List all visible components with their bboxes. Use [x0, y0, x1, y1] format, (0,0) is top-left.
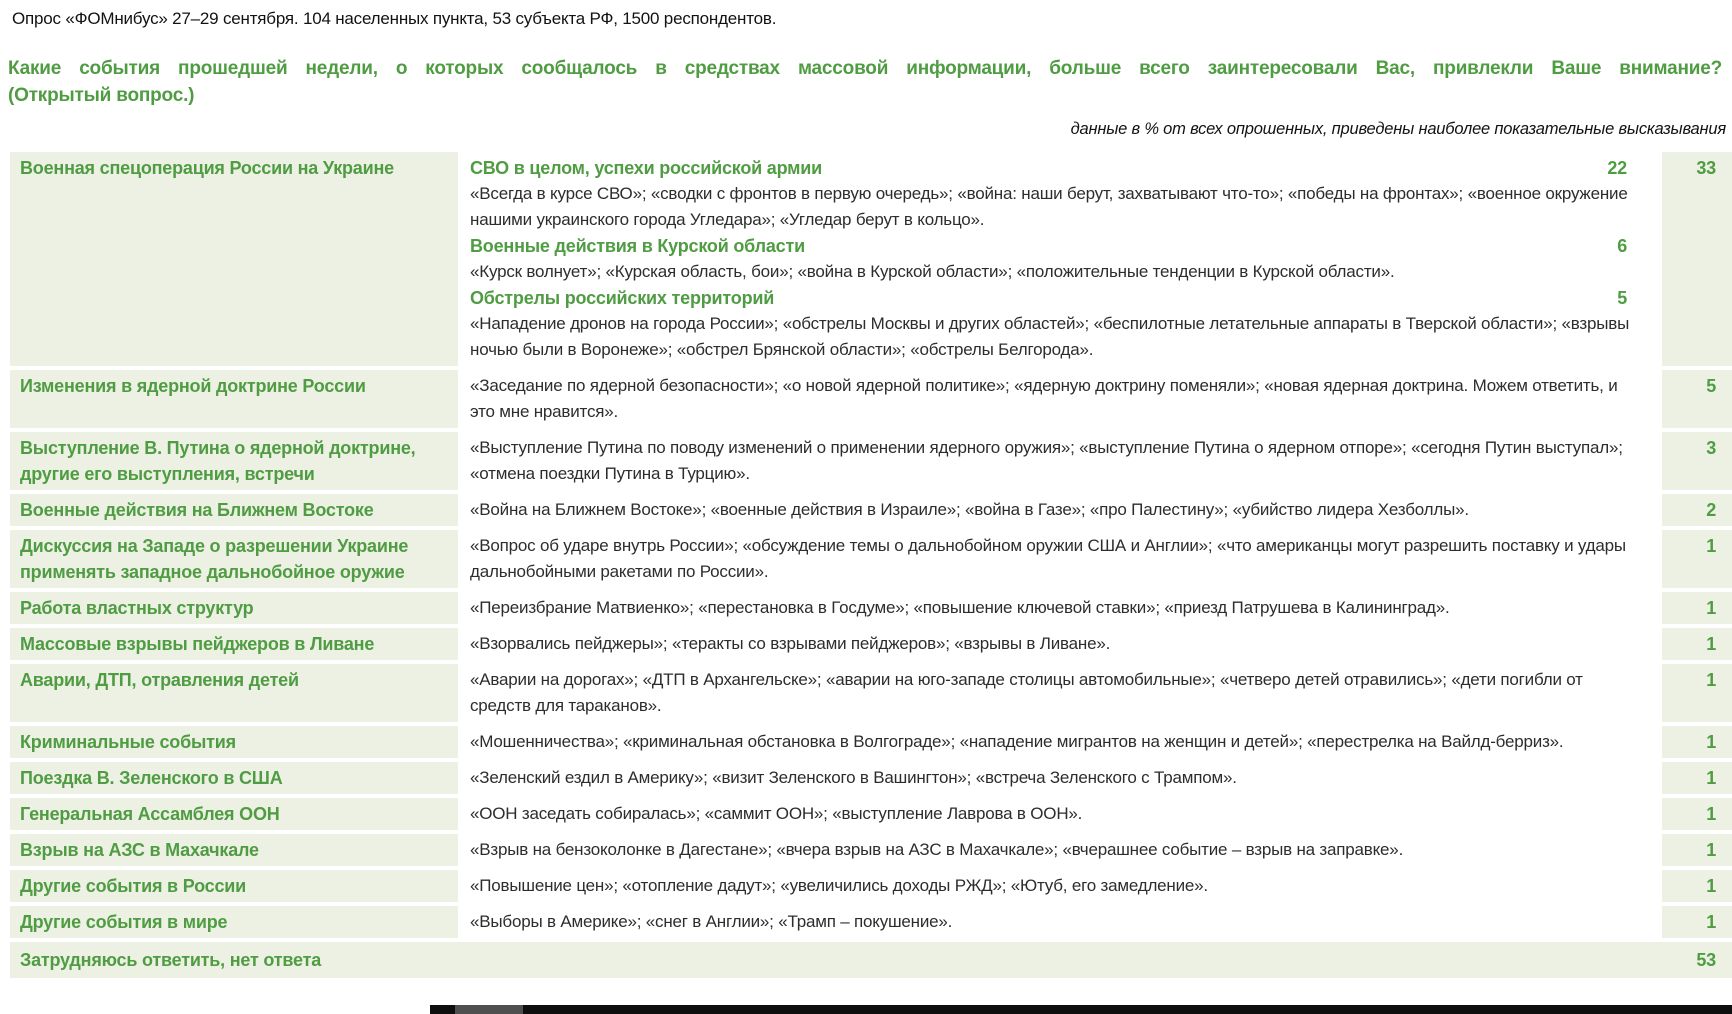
category-cell: Другие события в России [10, 870, 458, 902]
table-row [10, 530, 1732, 588]
category-cell: Другие события в мире [10, 906, 458, 938]
category-label: Затрудняюсь ответить, нет ответа [20, 950, 322, 970]
table-row [10, 432, 1732, 490]
total-cell: 1 [1662, 592, 1732, 624]
total-cell: 3 [1662, 432, 1732, 490]
subitem-quotes: «Курск волнует»; «Курская область, бои»; «война в Курской области»; «положительные тенденции в Курской области». [470, 262, 1395, 281]
survey-info-line: Опрос «ФОМнибус» 27–29 сентября. 104 населенных пункта, 53 субъекта РФ, 1500 респондентов. [12, 9, 777, 28]
table-row [10, 798, 1732, 830]
quotes-cell: «Вопрос об ударе внутрь России»; «обсуждение темы о дальнобойном оружии США и Англии»; «что американцы могут разрешить поставку и удары дальнобойными ракетами по России». [465, 530, 1655, 588]
subitem-value: 5 [1617, 288, 1627, 308]
subitem-title: СВО в целом, успехи российской армии [470, 158, 823, 178]
category-cell: Криминальные события [10, 726, 458, 758]
survey-question [8, 55, 1722, 109]
table-row [10, 942, 1732, 978]
quotes-cell: «Война на Ближнем Востоке»; «военные действия в Израиле»; «война в Газе»; «про Палестину»; «убийство лидера Хезболлы». [465, 494, 1655, 526]
total-cell: 1 [1662, 906, 1732, 938]
category-cell: Военная спецоперация России на Украине [10, 152, 458, 366]
total-cell: 1 [1662, 834, 1732, 866]
total-cell: 1 [1662, 530, 1732, 588]
category-cell: Взрыв на АЗС в Махачкале [10, 834, 458, 866]
question-open-note: (Открытый вопрос.) [8, 85, 195, 106]
table-row [10, 870, 1732, 902]
total-cell: 1 [1662, 798, 1732, 830]
quotes-cell: «Мошенничества»; «криминальная обстановка в Волгограде»; «нападение мигрантов на женщин и детей»; «перестрелка на Вайлд-берриз». [465, 726, 1655, 758]
category-cell: Военные действия на Ближнем Востоке [10, 494, 458, 526]
table-row [10, 370, 1732, 428]
total-cell: 1 [1662, 870, 1732, 902]
total-cell: 2 [1662, 494, 1732, 526]
quotes-cell: «Аварии на дорогах»; «ДТП в Архангельске»; «аварии на юго-западе столицы автомобильные»; «четверо детей отравились»; «дети погибли от средств для тараканов». [465, 664, 1655, 722]
table-row [10, 152, 1732, 366]
quotes-cell: «Взрыв на бензоколонке в Дагестане»; «вчера взрыв на АЗС в Махачкале»; «вчерашнее событие – взрыв на заправке». [465, 834, 1655, 866]
subitem-quotes: «Нападение дронов на города России»; «обстрелы Москвы и других областей»; «беспилотные летательные аппараты в Тверской области»; «взрывы ночью были в Воронеже»; «обстрел Брянской области»; «обстрелы Белгорода». [470, 314, 1630, 359]
category-cell: Массовые взрывы пейджеров в Ливане [10, 628, 458, 660]
subitem-value: 6 [1617, 236, 1627, 256]
total-cell: 1 [1662, 628, 1732, 660]
quotes-cell [465, 152, 1655, 366]
table-row [10, 628, 1732, 660]
total-cell: 1 [1662, 762, 1732, 794]
category-cell: Работа властных структур [10, 592, 458, 624]
subitem-value: 22 [1607, 158, 1627, 178]
subitem-header [470, 233, 1641, 259]
subitem-header [470, 155, 1641, 181]
quotes-cell: «Выборы в Америке»; «снег в Англии»; «Трамп – покушение». [465, 906, 1655, 938]
subitem-title: Обстрелы российских территорий [470, 288, 775, 308]
quotes-cell: «ООН заседать собиралась»; «саммит ООН»; «выступление Лаврова в ООН». [465, 798, 1655, 830]
table-row [10, 906, 1732, 938]
quotes-cell: «Повышение цен»; «отопление дадут»; «увеличились доходы РЖД»; «Ютуб, его замедление». [465, 870, 1655, 902]
quotes-cell: «Выступление Путина по поводу изменений о применении ядерного оружия»; «выступление Путина о ядерном отпоре»; «сегодня Путин выступал»; «отмена поездки Путина в Турцию». [465, 432, 1655, 490]
table-row [10, 762, 1732, 794]
category-cell: Изменения в ядерной доктрине России [10, 370, 458, 428]
total-cell: 5 [1662, 370, 1732, 428]
table-row [10, 834, 1732, 866]
quotes-cell: «Зеленский ездил в Америку»; «визит Зеленского в Вашингтон»; «встреча Зеленского с Трампом». [465, 762, 1655, 794]
table-row [10, 592, 1732, 624]
results-table [10, 152, 1732, 978]
total-value: 53 [1696, 950, 1716, 970]
question-text: Какие события прошедшей недели, о которых сообщалось в средствах массовой информации, больше всего заинтересовали Вас, привлекли Ваше внимание? [8, 58, 1722, 79]
bottom-edge-bar [430, 1005, 1732, 1014]
category-cell: Генеральная Ассамблея ООН [10, 798, 458, 830]
category-cell: Поездка В. Зеленского в США [10, 762, 458, 794]
quotes-cell: «Заседание по ядерной безопасности»; «о новой ядерной политике»; «ядерную доктрину поменяли»; «новая ядерная доктрина. Можем ответить, и это мне нравится». [465, 370, 1655, 428]
table-row [10, 726, 1732, 758]
bottom-edge-gray-segment [455, 1005, 523, 1014]
total-cell: 1 [1662, 664, 1732, 722]
quotes-cell: «Взорвались пейджеры»; «теракты со взрывами пейджеров»; «взрывы в Ливане». [465, 628, 1655, 660]
quotes-cell: «Переизбрание Матвиенко»; «перестановка в Госдуме»; «повышение ключевой ставки»; «приезд Патрушева в Калининград». [465, 592, 1655, 624]
total-cell: 1 [1662, 726, 1732, 758]
table-row [10, 664, 1732, 722]
subitem-quotes: «Всегда в курсе СВО»; «сводки с фронтов в первую очередь»; «война: наши берут, захватывают что-то»; «победы на фронтах»; «военное окружение нашими украинского города Угледара»; «Угледар берут в кольцо». [470, 184, 1628, 229]
summary-strip [10, 942, 1732, 978]
data-percentage-note: данные в % от всех опрошенных, приведены наиболее показательные высказывания [1070, 120, 1726, 138]
category-cell: Дискуссия на Западе о разрешении Украине применять западное дальнобойное оружие [10, 530, 458, 588]
subitem-header [470, 285, 1641, 311]
total-cell: 33 [1662, 152, 1732, 366]
table-row [10, 494, 1732, 526]
category-cell: Выступление В. Путина о ядерной доктрине, другие его выступления, встречи [10, 432, 458, 490]
subitem-title: Военные действия в Курской области [470, 236, 805, 256]
category-cell: Аварии, ДТП, отравления детей [10, 664, 458, 722]
